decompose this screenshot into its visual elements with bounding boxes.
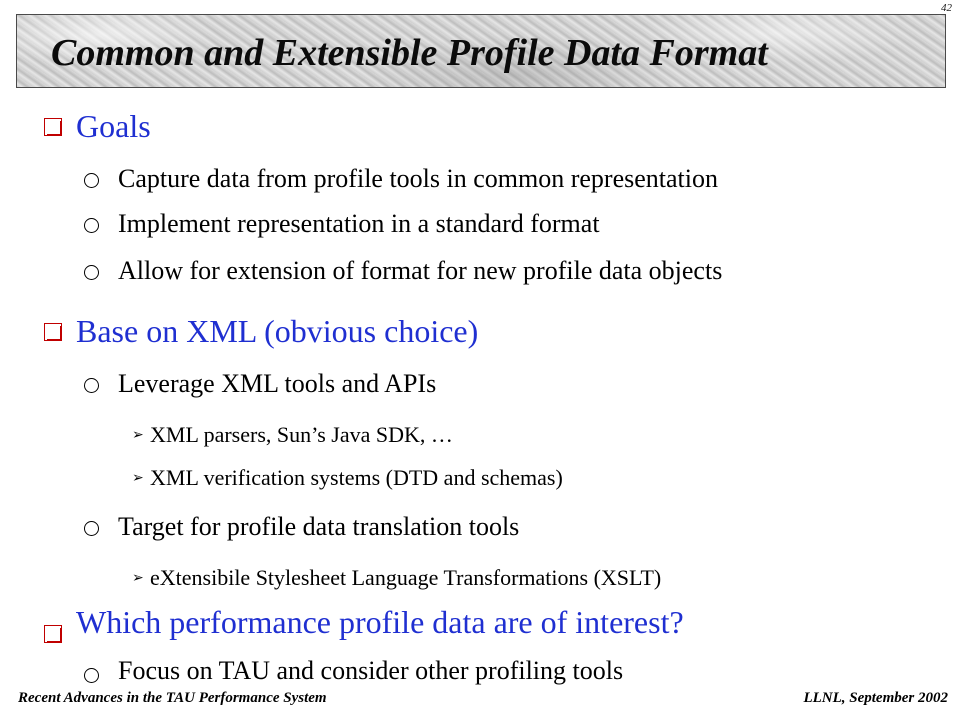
footer-venue-date: LLNL, September 2002 xyxy=(803,690,948,706)
circle-bullet-icon xyxy=(84,265,99,280)
sub-sub-bullet-xml-1b: XML verification systems (DTD and schemas) xyxy=(150,465,563,490)
slide-title: Common and Extensible Profile Data Format xyxy=(51,32,768,74)
sub-bullet-interest-1: Focus on TAU and consider other profiling tools xyxy=(118,656,624,685)
circle-bullet-icon xyxy=(84,218,99,233)
sub-sub-bullet-xml-2a: eXtensibile Stylesheet Language Transformations (XSLT) xyxy=(150,565,662,590)
slide-number: 42 xyxy=(941,2,952,14)
bullet-goals: Goals xyxy=(76,108,151,144)
circle-bullet-icon xyxy=(84,668,99,683)
bullet-interest: Which performance profile data are of interest? xyxy=(76,604,684,640)
circle-bullet-icon xyxy=(84,521,99,536)
title-banner xyxy=(16,14,946,88)
arrow-bullet-icon: ➢ xyxy=(132,571,144,586)
square-bullet-icon xyxy=(44,118,62,136)
sub-bullet-goal-2: Implement representation in a standard format xyxy=(118,209,600,238)
sub-bullet-goal-1: Capture data from profile tools in common representation xyxy=(118,164,718,193)
arrow-bullet-icon: ➢ xyxy=(132,471,144,486)
square-bullet-icon xyxy=(44,625,62,643)
footer-presentation-title: Recent Advances in the TAU Performance System xyxy=(18,690,327,706)
circle-bullet-icon xyxy=(84,378,99,393)
square-bullet-icon xyxy=(44,323,62,341)
sub-bullet-xml-2: Target for profile data translation tools xyxy=(118,512,520,541)
sub-bullet-xml-1: Leverage XML tools and APIs xyxy=(118,369,437,398)
sub-bullet-goal-3: Allow for extension of format for new profile data objects xyxy=(118,256,723,285)
arrow-bullet-icon: ➢ xyxy=(132,428,144,443)
circle-bullet-icon xyxy=(84,173,99,188)
sub-sub-bullet-xml-1a: XML parsers, Sun’s Java SDK, … xyxy=(150,422,453,447)
bullet-xml: Base on XML (obvious choice) xyxy=(76,313,479,349)
